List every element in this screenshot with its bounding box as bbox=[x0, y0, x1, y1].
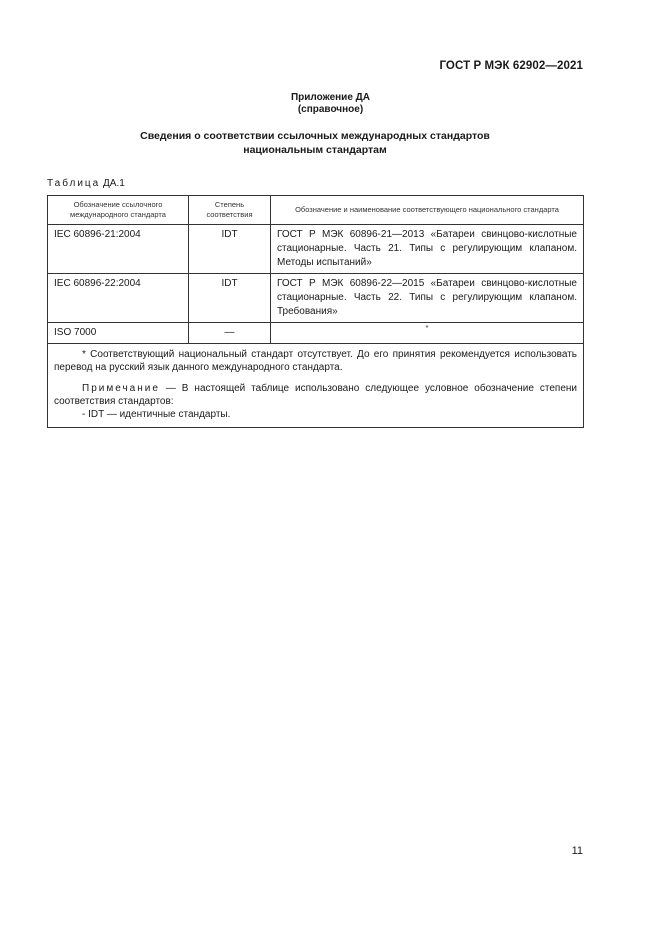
table-caption bbox=[47, 178, 125, 189]
table-note bbox=[54, 382, 577, 408]
table-caption-number: ДА.1 bbox=[103, 178, 125, 189]
note-label: Примечание bbox=[82, 383, 160, 394]
note-text: — В настоящей таблице использовано следующее условное обозначение степени соответствия стандартов: bbox=[54, 383, 577, 407]
table-footnote: * Соответствующий национальный стандарт отсутствует. До его принятия рекомендуется использовать перевод на русский язык данного международного стандарта. bbox=[54, 349, 577, 373]
table-header-row bbox=[48, 196, 584, 225]
table-row bbox=[48, 274, 584, 323]
page-number: 11 bbox=[571, 845, 583, 857]
annex-title: Приложение ДА bbox=[290, 92, 371, 103]
table-row bbox=[48, 225, 584, 274]
column-header-designation: Обозначение ссылочного международного стандарта bbox=[48, 196, 189, 225]
document-code: ГОСТ Р МЭК 62902—2021 bbox=[439, 60, 583, 72]
column-header-degree: Степень соответствия bbox=[189, 196, 271, 225]
table-notes-row bbox=[48, 344, 584, 428]
cell-national-standard: ГОСТ Р МЭК 60896-22—2015 «Батареи свинцово-кислотные стационарные. Часть 22. Типы с регулирующим клапаном. Требования» bbox=[271, 274, 584, 323]
cell-national-standard: ГОСТ Р МЭК 60896-21—2013 «Батареи свинцово-кислотные стационарные. Часть 21. Типы с регулирующим клапаном. Методы испытаний» bbox=[271, 225, 584, 274]
section-title-line-2: национальным стандартам bbox=[243, 144, 387, 156]
column-header-national-standard: Обозначение и наименование соответствующего национального стандарта bbox=[271, 196, 584, 225]
cell-designation: IEC 60896-22:2004 bbox=[48, 274, 189, 323]
note-item: - IDT — идентичные стандарты. bbox=[82, 409, 231, 420]
cell-designation: ISO 7000 bbox=[48, 323, 189, 344]
table-row bbox=[48, 323, 584, 344]
cell-designation: IEC 60896-21:2004 bbox=[48, 225, 189, 274]
section-title-line-1: Сведения о соответствии ссылочных международных стандартов bbox=[140, 130, 490, 142]
cell-national-standard-footnote-mark: * bbox=[271, 323, 584, 344]
table-notes bbox=[48, 344, 584, 428]
standards-table bbox=[47, 195, 584, 428]
section-title bbox=[0, 129, 630, 157]
cell-degree: IDT bbox=[189, 225, 271, 274]
cell-degree: IDT bbox=[189, 274, 271, 323]
cell-degree: — bbox=[189, 323, 271, 344]
table-caption-label: Таблица bbox=[47, 178, 101, 189]
annex-heading bbox=[0, 92, 661, 116]
annex-subtitle: (справочное) bbox=[297, 104, 364, 115]
